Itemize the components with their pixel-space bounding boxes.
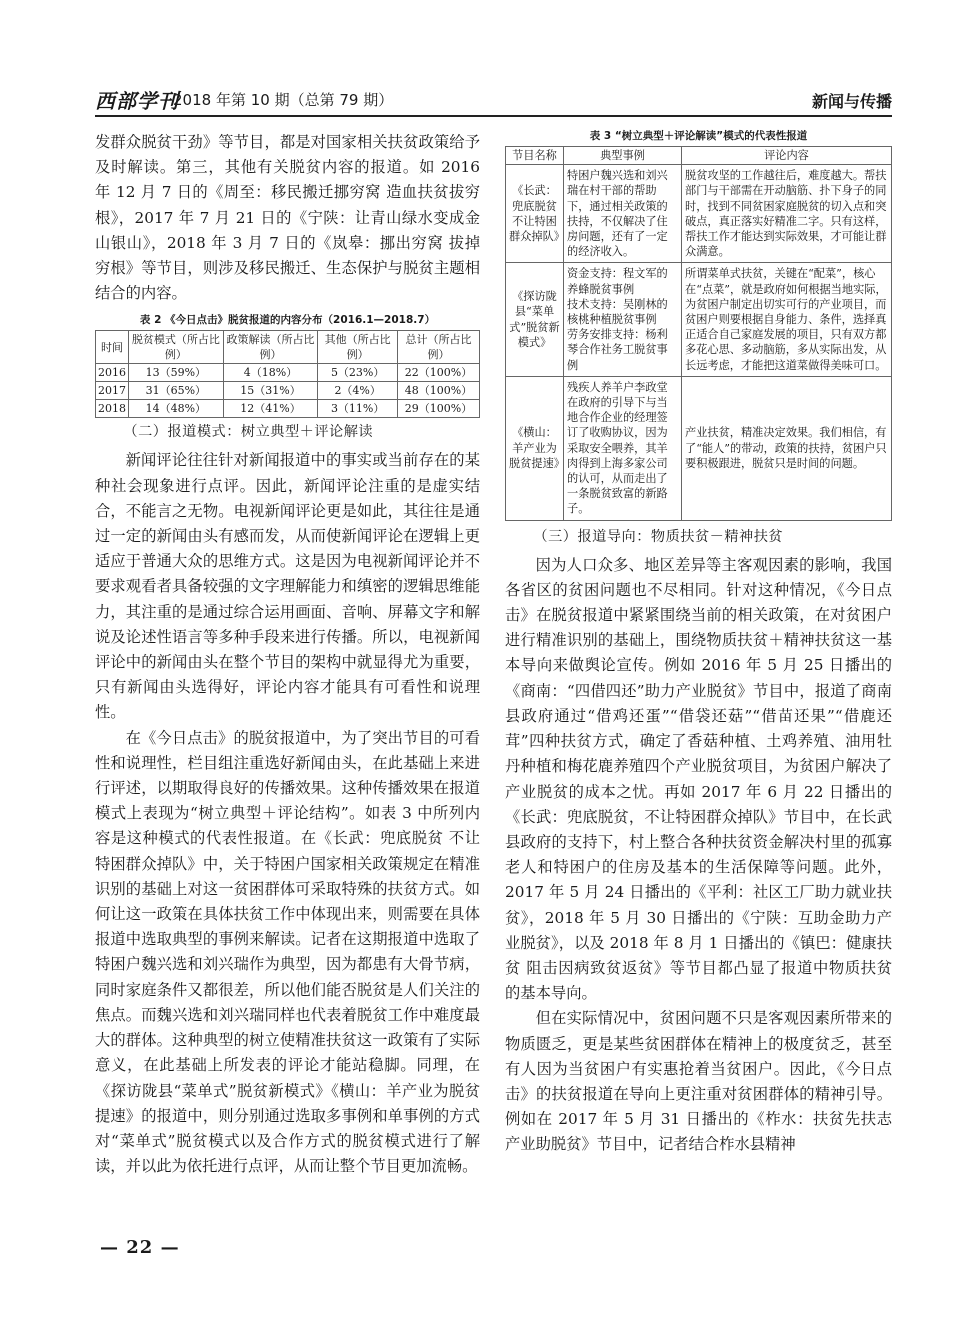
section-name: 新闻与传播	[811, 92, 892, 111]
body-paragraph: 在《今日点击》的脱贫报道中，为了突出节目的可看性和说理性，栏目组注重选好新闻由头，在此基础上来进行评述，以期取得良好的传播效果。这种传播效果在报道模式上表现为“树立典型＋评论结构”。如表 3 中所列内容是这种模式的代表性报道。在《长武：兜底脱贫 不让特困群众掉队》中，关于特困户国家相关政策规定在精准识别的基础上对这一贫困群体可采取特殊的扶贫方式。如何让这一政策在具体扶贫工作中体现出来，则需要在具体报道中选取典型的事例来解读。记者在这期报道中选取了特困户魏兴选和刘兴瑞作为典型，因为都患有大骨节病，同时家庭条件又都很差，所以他们能否脱贫是人们关注的焦点。而魏兴选和刘兴瑞同样也代表着脱贫工作中难度最大的群体。这种典型的树立使精准扶贫这一政策有了实际意义，在此基础上所发表的评论才能站稳脚。同理，在《探访陇县“菜单式”脱贫新模式》《横山：羊产业为脱贫提速》的报道中，则分别通过选取多事例和单事例的方式对“菜单式”脱贫模式以及合作方式的脱贫模式进行了解读，并以此为依托进行点评，从而让整个节目更加流畅。	[95, 728, 480, 1176]
table-cell: 3（11%）	[318, 400, 398, 418]
program-name-cell: 《长武：兜底脱贫 不让特困群众掉队》	[506, 165, 564, 263]
table-cell: 29（100%）	[398, 400, 480, 418]
table3-header-cell: 评论内容	[682, 147, 892, 165]
journal-issue: 2018 年第 10 期（总第 79 期）	[173, 91, 394, 109]
running-header	[95, 85, 892, 117]
table3-header-cell: 典型事例	[564, 147, 682, 165]
table-row	[96, 364, 480, 382]
left-column	[95, 130, 480, 1179]
example-cell: 残疾人养羊户李政堂在政府的引导下与当地合作企业的经理签订了收购协议，因为采取安全喂养，其羊肉得到上海多家公司的认可，从而走出了一条脱贫致富的新路子。	[564, 376, 682, 520]
table-row	[506, 165, 892, 263]
table-cell: 15（31%）	[223, 382, 318, 400]
section-subheading: （二）报道模式：树立典型＋评论解读	[123, 424, 374, 441]
table-row	[506, 263, 892, 376]
example-cell: 资金支持：程文军的养蜂脱贫事例 技术支持：吴刚林的核桃种植脱贫事例 劳务安排支持：杨利琴合作社务工脱贫事例	[564, 263, 682, 376]
table-cell: 2（4%）	[318, 382, 398, 400]
table-cell: 13（59%）	[129, 364, 224, 382]
body-paragraph: 但在实际情况中，贫困问题不只是客观因素所带来的物质匮乏，更是某些贫困群体在精神上的极度贫乏，甚至有人因为当贫困户有实惠抢着当贫困户。因此，《今日点击》的扶贫报道在导向上更注重对贫困群体的精神引导。例如在 2017 年 5 月 31 日播出的《柞水：扶贫先扶志 产业助脱贫》节目中，记者结合柞水县精神	[505, 1009, 892, 1154]
comment-cell: 脱贫攻坚的工作越往后，难度越大。帮扶部门与干部需在开动脑筋、扑下身子的同时，找到不同贫困家庭脱贫的切入点和突破点，真正落实好精准二字。只有这样，帮扶工作才能达到实际效果，才可能让群众满意。	[682, 165, 892, 263]
example-cell: 特困户魏兴选和刘兴瑞在村干部的帮助下，通过相关政策的扶持，不仅解决了住房问题，还有了一定的经济收入。	[564, 165, 682, 263]
table-cell: 2017	[96, 382, 129, 400]
table3-caption: 表 3 “树立典型＋评论解读”模式的代表性报道	[589, 130, 808, 142]
comment-cell: 所谓菜单式扶贫，关键在“配菜”，核心在“点菜”，就是政府如何根据当地实际，为贫困户制定出切实可行的产业项目，而贫困户则要根据自身能力、条件，选择真正适合自己家庭发展的项目，只有双方都多花心思、多动脑筋，多从实际出发，从长远考虑，才能把这道菜做得美味可口。	[682, 263, 892, 376]
page-number: — 22 —	[100, 1237, 180, 1258]
table2	[95, 330, 480, 418]
table-cell: 4（18%）	[223, 364, 318, 382]
right-column	[505, 128, 892, 1158]
journal-logo: 西部学刊	[95, 89, 179, 113]
table-cell: 12（41%）	[223, 400, 318, 418]
program-name-cell: 《横山：羊产业为脱贫提速》	[506, 376, 564, 520]
table2-header-cell: 时间	[96, 331, 129, 364]
table-cell: 22（100%）	[398, 364, 480, 382]
table-cell: 48（100%）	[398, 382, 480, 400]
table-cell: 31（65%）	[129, 382, 224, 400]
body-paragraph: 因为人口众多、地区差异等主客观因素的影响，我国各省区的贫困问题也不尽相同。针对这种情况，《今日点击》在脱贫报道中紧紧围绕当前的相关政策，在对贫困户进行精准识别的基础上，围绕物质扶贫＋精神扶贫这一基本导向来做舆论宣传。例如 2016 年 5 月 25 日播出的《商南：“四借四还”助力产业脱贫》节目中，报道了商南县政府通过“借鸡还蛋”“借袋还菇”“借苗还果”“借鹿还茸”四种扶贫方式，确定了香菇种植、土鸡养殖、油用牡丹种植和梅花鹿养殖四个产业脱贫项目，为贫困户解决了产业脱贫的成本之忧。再如 2017 年 6 月 22 日播出的《长武：兜底脱贫，不让特困群众掉队》节目中，在长武县政府的支持下，村上整合各种扶贫资金解决村里的孤寡老人和特困户的住房及基本的生活保障等问题。此外，2017 年 5 月 24 日播出的《平利：社区工厂助力就业扶贫》，2018 年 5 月 30 日播出的《宁陕：互助金助力产业脱贫》，以及 2018 年 8 月 1 日播出的《镇巴：健康扶贫 阻击因病致贫返贫》等节目都凸显了报道中物质扶贫的基本导向。	[505, 555, 892, 1003]
section-subheading: （三）报道导向：物质扶贫－精神扶贫	[533, 528, 784, 545]
table2-header-cell: 其他（所占比例）	[318, 331, 398, 364]
table3	[505, 146, 892, 521]
table-cell: 14（48%）	[129, 400, 224, 418]
table-row	[506, 376, 892, 520]
table-row	[96, 400, 480, 418]
comment-cell: 产业扶贫，精准决定效果。我们相信，有了“能人”的带动，政策的扶持，贫困户只要积极跟进，脱贫只是时间的问题。	[682, 376, 892, 520]
program-name-cell: 《探访陇县“菜单式”脱贫新模式》	[506, 263, 564, 376]
table2-header-cell: 总计（所占比例）	[398, 331, 480, 364]
table2-caption: 表 2 《今日点击》脱贫报道的内容分布（2016.1—2018.7）	[139, 314, 436, 327]
intro-paragraph: 发群众脱贫干劲》等节目，都是对国家相关扶贫政策给予及时解读。第三，其他有关脱贫内容的报道。如 2016 年 12 月 7 日的《周至：移民搬迁挪穷窝 造血扶贫拔穷根》，2017 年 7 月 21 日的《宁陕：让青山绿水变成金山银山》，2018 年 3 月 7 日的《岚皋：挪出穷窝 拔掉穷根》等节目，则涉及移民搬迁、生态保护与脱贫主题相结合的内容。	[95, 133, 480, 303]
table2-header-cell: 脱贫模式（所占比例）	[129, 331, 224, 364]
table2-header-row	[96, 331, 480, 364]
table2-header-cell: 政策解读（所占比例）	[223, 331, 318, 364]
table3-header-row	[506, 147, 892, 165]
table-cell: 2016	[96, 364, 129, 382]
table-cell: 5（23%）	[318, 364, 398, 382]
table3-header-cell: 节目名称	[506, 147, 564, 165]
table-cell: 2018	[96, 400, 129, 418]
table-row	[96, 382, 480, 400]
body-paragraph: 新闻评论往往针对新闻报道中的事实或当前存在的某种社会现象进行点评。因此，新闻评论注重的是虚实结合，不能言之无物。电视新闻评论更是如此，其往往是通过一定的新闻由头有感而发，从而使新闻评论在逻辑上更适应于普通大众的思维方式。这是因为电视新闻评论并不要求观看者具备较强的文字理解能力和缜密的逻辑思维能力，其注重的是通过综合运用画面、音响、屏幕文字和解说及论述性语言等多种手段来进行传播。所以，电视新闻评论中的新闻由头在整个节目的架构中就显得尤为重要，只有新闻由头选得好，评论内容才能具有可看性和说理性。	[95, 451, 480, 722]
